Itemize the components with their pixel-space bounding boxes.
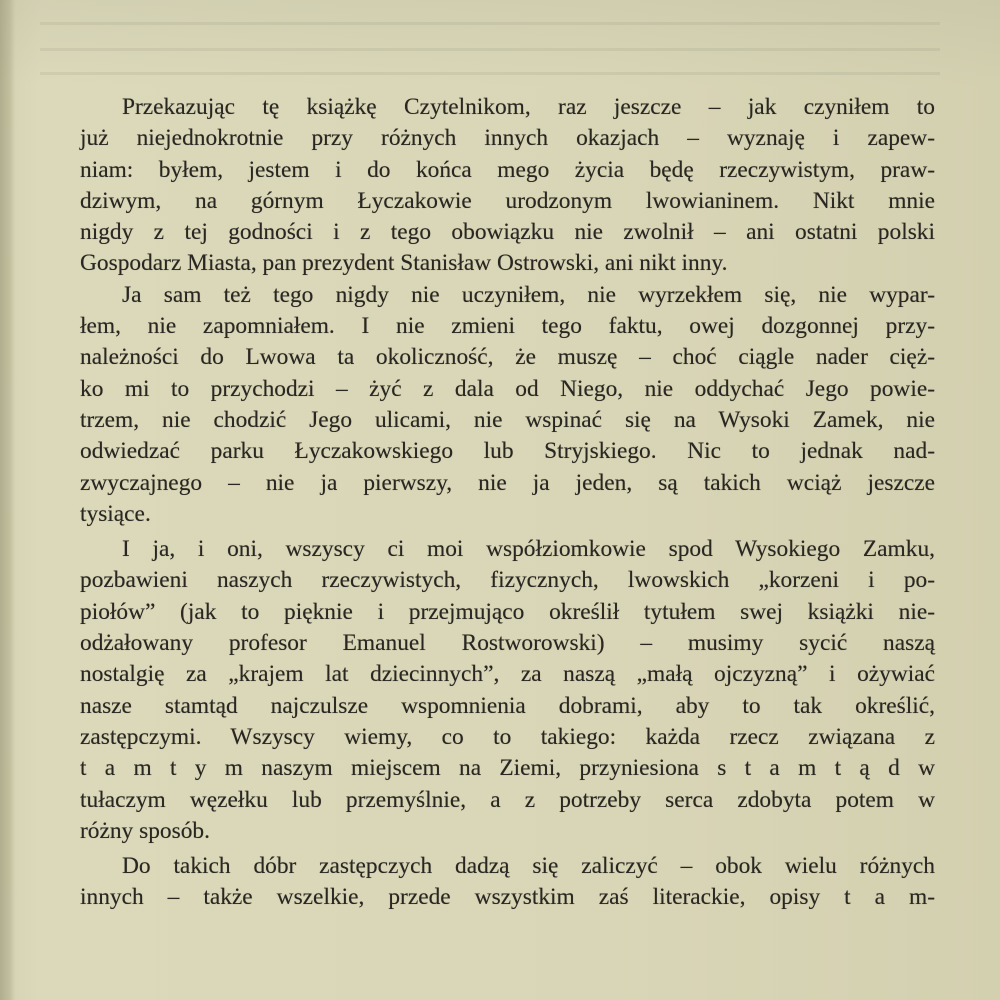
paragraph-2	[80, 280, 935, 530]
text-line: Ja sam też tego nigdy nie uczyniłem, nie wyrzekłem się, nie wypar-	[122, 281, 935, 308]
text-line: piołów” (jak to pięknie i przejmująco określił tytułem swej książki nie-	[80, 598, 935, 625]
text-line: Gospodarz Miasta, pan prezydent Stanisław Ostrowski, ani nikt inny.	[80, 250, 728, 277]
text-line: I ja, i oni, wszyscy ci moi współziomkowie spod Wysokiego Zamku,	[122, 536, 935, 563]
text-line: tysiące.	[80, 500, 151, 527]
text-line: różny sposób.	[80, 817, 210, 844]
show-through-line	[40, 72, 940, 75]
page-gutter	[0, 0, 14, 1000]
text-line: pozbawieni naszych rzeczywistych, fizycznych, lwowskich „korzeni i po-	[80, 567, 935, 594]
text-line: zwyczajnego – nie ja pierwszy, nie ja jeden, są takich wciąż jeszcze	[80, 469, 935, 496]
text-line: Przekazując tę książkę Czytelnikom, raz jeszcze – jak czyniłem to	[122, 94, 935, 120]
text-line: niam: byłem, jestem i do końca mego życia będę rzeczywistym, praw-	[80, 156, 935, 183]
text-line: należności do Lwowa ta okoliczność, że muszę – choć ciągle nader cięż-	[80, 344, 935, 371]
text-line: trzem, nie chodzić Jego ulicami, nie wspinać się na Wysoki Zamek, nie	[80, 406, 935, 433]
text-line: Do takich dóbr zastępczych dadzą się zaliczyć – obok wielu różnych	[122, 853, 935, 880]
text-line: nigdy z tej godności i z tego obowiązku nie zwolnił – ani ostatni polski	[80, 219, 935, 246]
text-line: zastępczymi. Wszyscy wiemy, co to takiego: każda rzecz związana z	[80, 723, 935, 750]
text-line: odżałowany profesor Emanuel Rostworowski) – musimy sycić naszą	[80, 630, 935, 657]
show-through-text	[0, 0, 1000, 85]
text-line: ko mi to przychodzi – żyć z dala od Niego, nie oddychać Jego powie-	[80, 375, 935, 402]
paragraph-3	[80, 534, 935, 847]
paragraph-1	[80, 92, 935, 280]
text-line: innych – także wszelkie, przede wszystkim zaś literackie, opisy t a m-	[80, 884, 935, 911]
show-through-line	[40, 22, 940, 25]
text-line: łem, nie zapomniałem. I nie zmieni tego faktu, owej dozgonnej przy-	[80, 313, 935, 340]
text-line: nasze stamtąd najczulsze wspomnienia dobrami, aby to tak określić,	[80, 692, 935, 719]
text-line: t a m t y m naszym miejscem na Ziemi, przyniesiona s t a m t ą d w	[80, 755, 935, 782]
show-through-line	[40, 48, 940, 51]
body-text	[80, 92, 935, 914]
paragraph-4	[80, 851, 935, 914]
text-line: dziwym, na górnym Łyczakowie urodzonym lwowianinem. Nikt mnie	[80, 187, 935, 214]
text-line: tułaczym węzełku lub przemyślnie, a z potrzeby serca zdobyta potem w	[80, 786, 935, 813]
text-line: odwiedzać parku Łyczakowskiego lub Stryjskiego. Nic to jednak nad-	[80, 438, 935, 465]
text-line: nostalgię za „krajem lat dziecinnych”, za naszą „małą ojczyzną” i ożywiać	[80, 661, 935, 688]
text-line: już niejednokrotnie przy różnych innych okazjach – wyznaję i zapew-	[80, 125, 935, 152]
